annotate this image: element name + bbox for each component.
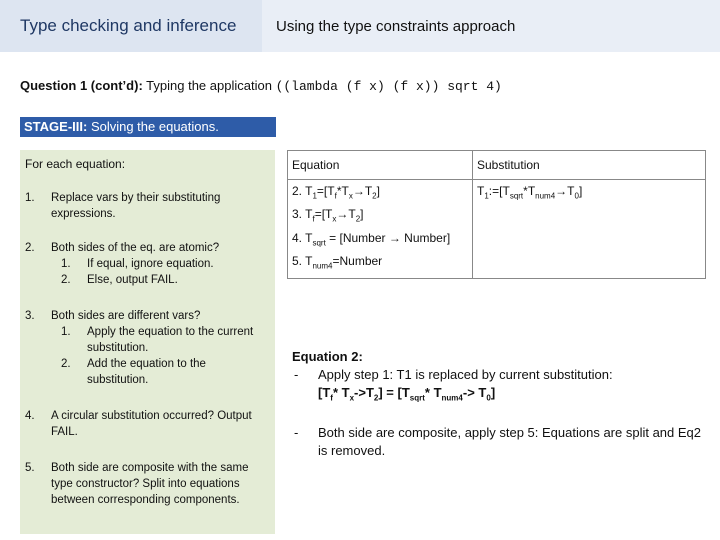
explanation-formula: [$T_f*$ $T_x->T_2] = [T_{sqrt}*$ $T_{num4}-> T_0$] <box>318 385 496 403</box>
substitution-cell <box>473 180 706 279</box>
sub-step: 1. If equal, ignore equation. <box>61 258 214 270</box>
question-code: ((lambda (f x) (f x)) sqrt 4) <box>275 79 502 94</box>
step-number: 1. <box>25 192 35 204</box>
step-number: 3. <box>25 310 35 322</box>
equation-row: 2. $T_1=[T_f*T_x\to T_2]$ <box>292 184 380 201</box>
explanation-text: Apply step 1: T1 is replaced by current substitution: <box>318 367 613 382</box>
question-line <box>20 78 502 94</box>
explanation-title: Equation 2: <box>292 349 363 364</box>
equations-table <box>287 150 706 279</box>
slide-title: Type checking and inference <box>20 16 237 35</box>
sub-step: 1. Apply the equation to the current substitution. <box>61 326 254 354</box>
procedure-panel <box>20 150 275 534</box>
step-number: 5. <box>25 462 35 474</box>
question-text: Typing the application <box>146 78 272 93</box>
equation-header: Equation <box>288 151 473 180</box>
step-text: Replace vars by their substituting expressions. <box>51 192 221 220</box>
step-text: A circular substitution occurred? Output FAIL. <box>51 410 252 438</box>
explanation-text: Both side are composite, apply step 5: Equations are split and Eq2 is removed. <box>318 424 702 458</box>
explanation-item: - Apply step 1: T1 is replaced by current substitution: [$T_f*$ $T_x->T_2] = [T_{sqrt}*$ $T_{num4}-> T_0$] <box>292 366 712 408</box>
slide-header <box>0 0 720 52</box>
equation-row: 4. $T_{sqrt}$ = [Number → Number] <box>292 230 451 248</box>
step-number: 4. <box>25 410 35 422</box>
step-text: Both side are composite with the same type constructor? Split into equations between corresponding components. <box>51 462 249 506</box>
stage-banner <box>20 117 276 137</box>
step-number: 2. <box>25 242 35 254</box>
sub-step: 2. Add the equation to the substitution. <box>61 358 206 386</box>
step-text: Both sides are different vars? <box>51 310 201 322</box>
equation-list <box>288 180 473 279</box>
sub-step: 2. Else, output FAIL. <box>61 274 178 286</box>
equation-row: 3. $T_f=[T_x\to T_2]$ <box>292 207 364 224</box>
stage-text: Solving the equations. <box>90 119 219 134</box>
equation-row: 5. $T_{num4}=Number$ <box>292 254 383 271</box>
slide-subtitle: Using the type constraints approach <box>276 18 516 35</box>
question-label: Question 1 (cont’d): <box>20 78 143 93</box>
explanation-item: - Both side are composite, apply step 5: Equations are split and Eq2 is removed. <box>292 424 712 460</box>
substitution-row: $T_1:=[T_{sqrt}*T_{num4}\to T_0]$ <box>477 184 583 201</box>
explanation-block <box>292 348 712 460</box>
stage-label: STAGE-III: <box>24 119 88 134</box>
step-text: Both sides of the eq. are atomic? <box>51 242 220 254</box>
substitution-header: Substitution <box>473 151 706 180</box>
procedure-heading: For each equation: <box>25 157 126 171</box>
